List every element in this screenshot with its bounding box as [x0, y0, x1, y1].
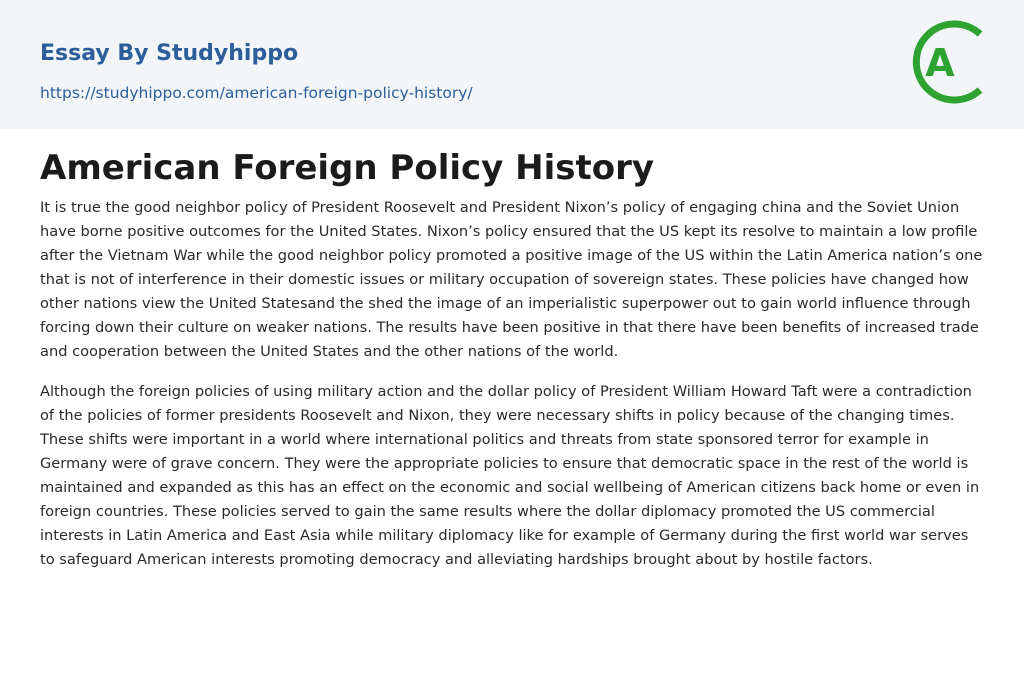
logo-letter: A [925, 41, 955, 85]
site-brand[interactable]: Essay By Studyhippo [40, 41, 299, 66]
essay-article [40, 146, 986, 588]
essay-title: American Foreign Policy History [40, 148, 655, 188]
studyhippo-logo-icon[interactable] [910, 18, 990, 106]
source-url-link[interactable]: https://studyhippo.com/american-foreign-policy-history/ [40, 84, 473, 102]
site-header [0, 0, 1024, 129]
essay-paragraph-1: It is true the good neighbor policy of President Roosevelt and President Nixon’s policy of engaging china and the Soviet Union have borne positive outcomes for the United States. Nixon’s policy ensured that the US kept its resolve to maintain a low profile after the Vietnam War while the good neighbor policy promoted a positive image of the US within the Latin America nation’s one that is not of interference in their domestic issues or military occupation of sovereign states. These policies have changed how other nations view the United Statesand the shed the image of an imperialistic superpower out to gain world influence through forcing down their culture on weaker nations. The results have been positive in that there have been benefits of increased trade and cooperation between the United States and the other nations of the world. [40, 199, 983, 360]
essay-paragraph-2: Although the foreign policies of using military action and the dollar policy of President William Howard Taft were a contradiction of the policies of former presidents Roosevelt and Nixon, they were necessary shifts in policy because of the changing times. These shifts were important in a world where international politics and threats from state sponsored terror for example in Germany were of grave concern. They were the appropriate policies to ensure that democratic space in the rest of the world is maintained and expanded as this has an effect on the economic and social wellbeing of American citizens back home or even in foreign countries. These policies served to gain the same results where the dollar diplomacy promoted the US commercial interests in Latin America and East Asia while military diplomacy like for example of Germany during the first world war serves to safeguard American interests promoting democracy and alleviating hardships brought about by hostile factors. [40, 383, 980, 568]
